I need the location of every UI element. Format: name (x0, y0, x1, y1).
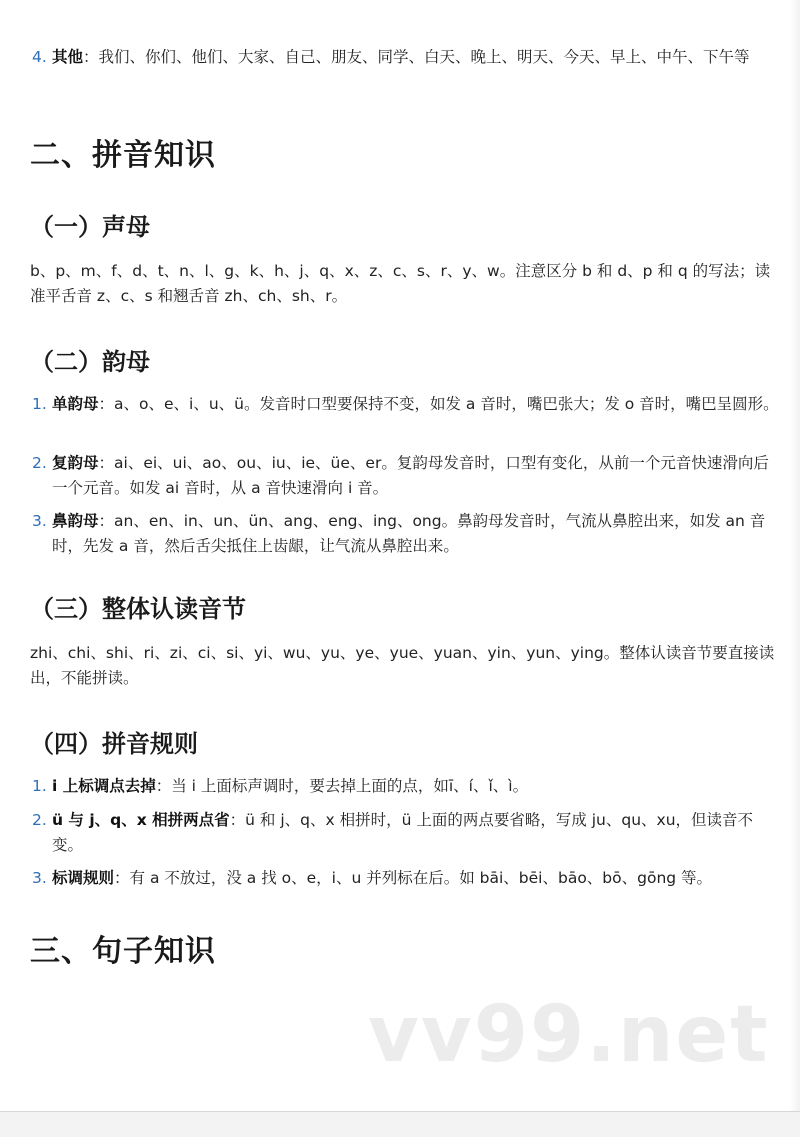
page-edge-shadow (790, 0, 800, 1111)
list-item-lead: 标调规则 (52, 869, 115, 887)
list-item-lead: ü 与 j、q、x 相拼两点省 (52, 811, 230, 829)
list-item-fuyunmu (30, 451, 782, 501)
list-item-lead: i 上标调点去掉 (52, 777, 156, 795)
list-number: 4. (32, 48, 47, 66)
list-item-text: ：当 i 上面标声调时，要去掉上面的点，如ī、í、ǐ、ì。 (155, 777, 529, 795)
list-number: 2. (32, 811, 47, 829)
subheading-guize: （四）拼音规则 (30, 730, 198, 758)
subheading-shengmu: （一）声母 (30, 213, 150, 241)
list-item-lead: 复韵母 (52, 454, 99, 472)
list-number: 3. (32, 512, 47, 530)
list-item-u-rule (30, 808, 782, 858)
bottom-bar (0, 1111, 800, 1137)
list-item-i-rule (30, 774, 782, 799)
list-item-text: ：有 a 不放过，没 a 找 o、e，i、u 并列标在后。如 bāi、bēi、bāo、bō、gōng 等。 (114, 869, 713, 887)
list-item-lead: 单韵母 (52, 395, 99, 413)
list-item-lead: 其他 (52, 48, 84, 66)
section-heading-pinyin: 二、拼音知识 (30, 138, 216, 173)
list-item-lead: 鼻韵母 (52, 512, 99, 530)
subheading-zhengti: （三）整体认读音节 (30, 595, 246, 623)
list-item-text: ：我们、你们、他们、大家、自己、朋友、同学、白天、晚上、明天、今天、早上、中午、下午等 (83, 48, 750, 66)
list-number: 1. (32, 777, 47, 795)
subheading-yunmu: （二）韵母 (30, 348, 150, 376)
list-item-other (30, 45, 782, 70)
list-item-text: ：a、o、e、i、u、ü。发音时口型要保持不变，如发 a 音时，嘴巴张大；发 o 音时，嘴巴呈圆形。 (98, 395, 779, 413)
list-item-biyunmu (30, 509, 782, 559)
watermark: vv99.net (368, 990, 770, 1080)
list-item-text: ：ü 和 j、q、x 相拼时，ü 上面的两点要省略，写成 ju、qu、xu，但读音不变。 (52, 811, 754, 854)
list-item-text: ：ai、ei、ui、ao、ou、iu、ie、üe、er。复韵母发音时，口型有变化，从前一个元音快速滑向后一个元音。如发 ai 音时，从 a 音快速滑向 i 音。 (52, 454, 769, 497)
section-heading-sentence: 三、句子知识 (30, 934, 216, 969)
list-number: 2. (32, 454, 47, 472)
list-item-danyunmu (30, 392, 782, 417)
list-item-tone-rule (30, 866, 782, 891)
paragraph-zhengti: zhi、chi、shi、ri、zi、ci、si、yi、wu、yu、ye、yue、yuan、yin、yun、ying。整体认读音节要直接读出，不能拼读。 (30, 644, 775, 687)
list-number: 3. (32, 869, 47, 887)
list-number: 1. (32, 395, 47, 413)
paragraph-shengmu: b、p、m、f、d、t、n、l、g、k、h、j、q、x、z、c、s、r、y、w。注意区分 b 和 d、p 和 q 的写法；读准平舌音 z、c、s 和翘舌音 zh、ch、sh、r。 (30, 262, 771, 305)
list-item-text: ：an、en、in、un、ün、ang、eng、ing、ong。鼻韵母发音时，气流从鼻腔出来，如发 an 音时，先发 a 音，然后舌尖抵住上齿龈，让气流从鼻腔出来。 (52, 512, 766, 555)
